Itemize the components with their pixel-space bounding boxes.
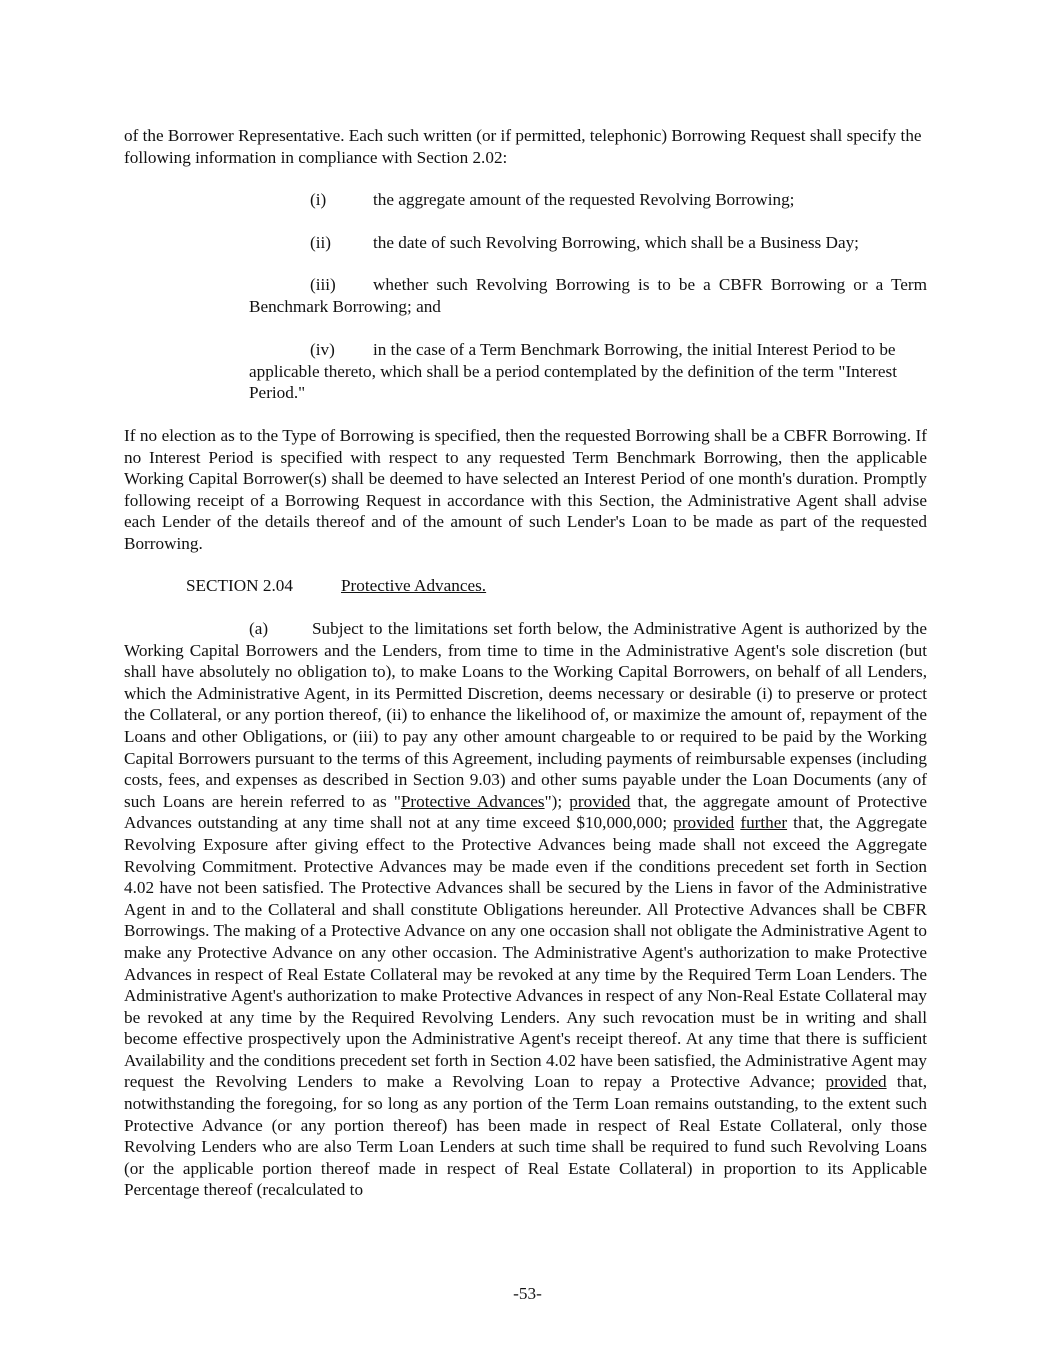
list-marker: (ii) <box>310 233 331 252</box>
election-paragraph: If no election as to the Type of Borrowing is specified, then the requested Borrowing shall be a CBFR Borrowing. If no Interest Period is specified with respect to any requested Term Benchmark Borrowing, then the applicable Working Capital Borrower(s) shall be deemed to have selected an Interest Period of one month's duration. Promptly following receipt of a Borrowing Request in accordance with this Section, the Administrative Agent shall advise each Lender of the details thereof and of the amount of such Lender's Loan to be made as part of the requested Borrowing. <box>124 426 927 553</box>
further-term: further <box>740 813 788 833</box>
provided-term: provided <box>825 1072 887 1092</box>
list-item-iii <box>249 274 927 317</box>
list-marker: (i) <box>310 190 327 209</box>
provided-term: provided <box>569 791 631 811</box>
page-number: -53- <box>513 1284 542 1303</box>
list-item-iv <box>249 339 931 404</box>
section-number: SECTION 2.04 <box>186 576 293 595</box>
paragraph-marker: (a) <box>249 619 269 638</box>
paragraph-a-text-4: that, the Aggregate Revolving Exposure after giving effect to the Protective Advances being made shall not exceed the Aggregate Revolving Commitment. Protective Advances may be made even if the conditions precedent set forth in Section 4.02 have not been satisfied. The Protective Advances shall be secured by the Liens in favor of the Administrative Agent in and to the Collateral and shall constitute Obligations hereunder. All Protective Advances shall be CBFR Borrowings. The making of a Protective Advance on any one occasion shall not obligate the Administrative Agent to make any Protective Advance on any other occasion. The Administrative Agent's authorization to make Protective Advances in respect of Real Estate Collateral may be revoked at any time by the Required Term Loan Lenders. The Administrative Agent's authorization to make Protective Advances in respect of any Non-Real Estate Collateral may be revoked at any time by the Required Revolving Lenders. Any such revocation must be in writing and shall become effective prospectively upon the Administrative Agent's receipt thereof. At any time that there is sufficient Availability and the conditions precedent set forth in Section 4.02 have been satisfied, the Administrative Agent may request the Revolving Lenders to make a Revolving Loan to repay a Protective Advance; <box>124 813 928 1092</box>
paragraph-a-text-2: "); <box>544 791 570 811</box>
list-text: the aggregate amount of the requested Revolving Borrowing; <box>373 190 795 209</box>
paragraph-a-text-5: that, notwithstanding the foregoing, for so long as any portion of the Term Loan remains outstanding, to the extent such Protective Advance (or any portion thereof) has been made in respect of Real Estate Collateral, only those Revolving Lenders who are also Term Loan Lenders at such time shall be required to fund such Revolving Loans (or the applicable portion thereof made in respect of Real Estate Collateral) in proportion to its Applicable Percentage thereof (recalculated to <box>124 1072 928 1200</box>
list-text: in the case of a Term Benchmark Borrowing, the initial Interest Period to be applicable thereto, which shall be a period contemplated by the definition of the term "Interest Period." <box>249 340 897 403</box>
list-item-i <box>249 189 931 211</box>
list-marker: (iii) <box>310 275 336 294</box>
list-item-ii <box>249 232 931 254</box>
provided-term: provided <box>673 813 735 833</box>
paragraph-a-text-1: Subject to the limitations set forth below, the Administrative Agent is authorized by the Working Capital Borrowers and the Lenders, from time to time in the Administrative Agent's sole discretion (but shall have absolutely no obligation to), to make Loans to the Working Capital Borrowers, on behalf of all Lenders, which the Administrative Agent, in its Permitted Discretion, deems necessary or desirable (i) to preserve or protect the Collateral, or any portion thereof, (ii) to enhance the likelihood of, or maximize the amount of, repayment of the Loans and other Obligations, or (iii) to pay any other amount chargeable to or required to be paid by the Working Capital Borrowers pursuant to the terms of this Agreement, including payments of reimbursable expenses (including costs, fees, and expenses as described in Section 9.03) and other sums payable under the Loan Documents (any of such Loans are herein referred to as " <box>124 619 927 811</box>
list-text: whether such Revolving Borrowing is to be a CBFR Borrowing or a Term Benchmark Borrowing; and <box>249 275 927 316</box>
section-heading <box>186 575 486 597</box>
paragraph-a-text-3: that, the aggregate amount of Protective Advances outstanding at any time shall not at any time exceed $10,000,000; <box>124 791 927 833</box>
list-text: the date of such Revolving Borrowing, which shall be a Business Day; <box>373 233 859 252</box>
paragraph-a <box>124 618 927 1201</box>
list-marker: (iv) <box>310 340 335 359</box>
section-title: Protective Advances. <box>341 576 487 595</box>
intro-paragraph: of the Borrower Representative. Each such written (or if permitted, telephonic) Borrowing Request shall specify the following information in compliance with Section 2.02: <box>124 126 922 167</box>
defined-term-protective-advances: Protective Advances <box>400 791 545 811</box>
